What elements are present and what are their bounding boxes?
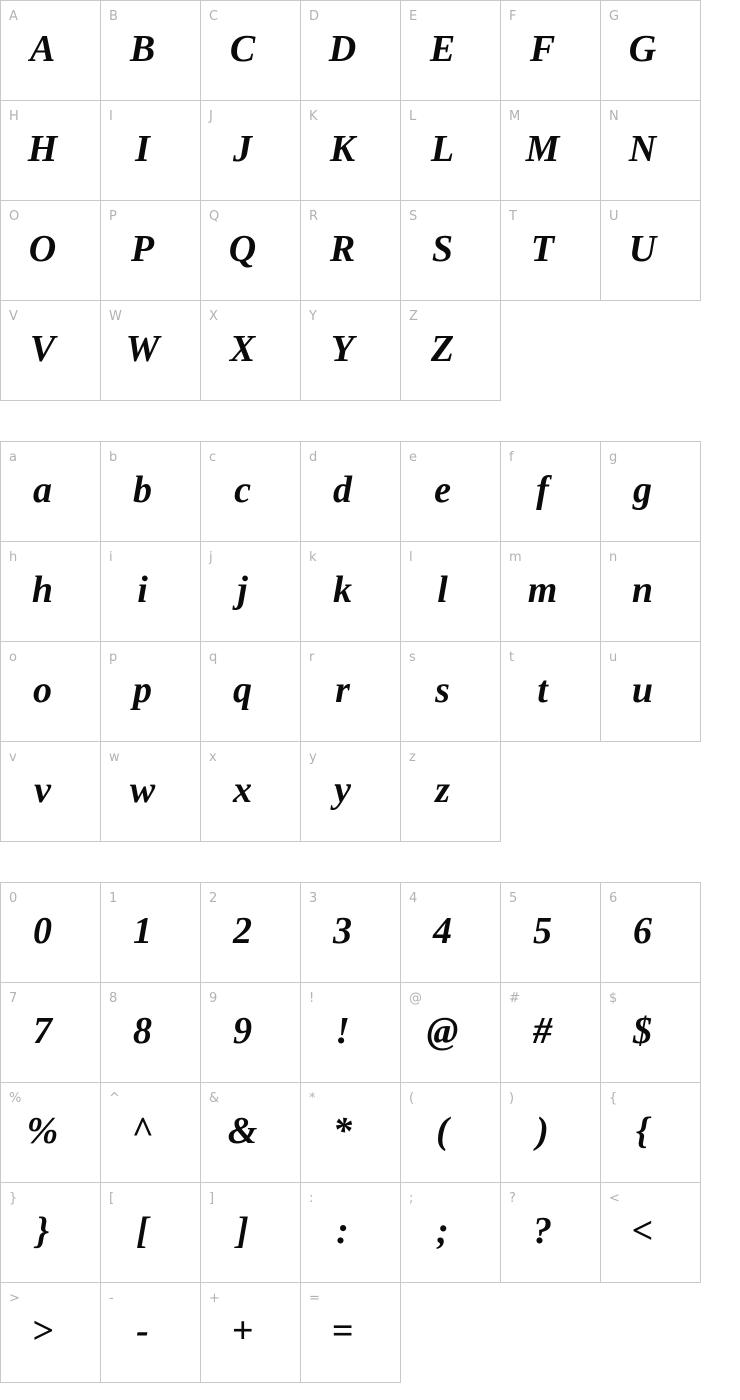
char-corner-label: h: [9, 550, 18, 565]
char-cell: [1, 1183, 101, 1283]
char-corner-label: 0: [9, 891, 18, 906]
char-glyph: Y: [330, 327, 355, 370]
char-corner-label: e: [409, 450, 417, 465]
char-corner-label: C: [209, 9, 219, 24]
char-corner-label: L: [409, 109, 417, 124]
char-corner-label: d: [309, 450, 318, 465]
char-corner-label: !: [309, 991, 315, 1006]
char-glyph: n: [631, 568, 654, 611]
char-corner-label: 8: [109, 991, 118, 1006]
char-corner-label: X: [209, 309, 218, 324]
char-cell: [1, 983, 101, 1083]
char-corner-label: I: [109, 109, 113, 124]
char-glyph: S: [431, 227, 454, 270]
char-cell: [101, 1183, 201, 1283]
char-corner-label: 1: [109, 891, 118, 906]
char-glyph: H: [27, 127, 58, 170]
char-cell: [1, 1083, 101, 1183]
char-corner-label: &: [209, 1091, 220, 1106]
char-cell: [601, 883, 701, 983]
char-cell: [201, 1, 301, 101]
char-cell: [301, 201, 401, 301]
char-glyph: A: [29, 27, 56, 70]
char-cell: [101, 642, 201, 742]
char-cell: [601, 1183, 701, 1283]
char-corner-label: Z: [409, 309, 418, 324]
char-cell: [201, 883, 301, 983]
char-corner-label: u: [609, 650, 618, 665]
char-cell: [201, 642, 301, 742]
char-glyph: }: [35, 1209, 50, 1252]
char-cell: [401, 101, 501, 201]
char-glyph: T: [530, 227, 555, 270]
char-glyph: @: [426, 1009, 459, 1052]
char-glyph: V: [29, 327, 56, 370]
char-corner-label: R: [309, 209, 319, 224]
char-cell: [201, 201, 301, 301]
char-corner-label: O: [9, 209, 20, 224]
char-glyph: p: [133, 668, 152, 711]
char-cell: [401, 642, 501, 742]
char-cell: [1, 301, 101, 401]
char-cell: [301, 642, 401, 742]
char-corner-label: A: [9, 9, 18, 24]
char-corner-label: l: [409, 550, 413, 565]
char-corner-label: ]: [209, 1191, 215, 1206]
char-glyph: 1: [133, 909, 152, 952]
char-glyph: >: [31, 1309, 54, 1352]
char-cell: [1, 101, 101, 201]
char-cell: [501, 983, 601, 1083]
char-corner-label: %: [9, 1091, 22, 1106]
char-glyph: j: [237, 568, 248, 611]
char-cell: [101, 883, 201, 983]
char-cell: [101, 983, 201, 1083]
char-corner-label: o: [9, 650, 17, 665]
char-corner-label: K: [309, 109, 318, 124]
char-glyph: i: [137, 568, 148, 611]
char-corner-label: }: [9, 1191, 18, 1206]
char-glyph: &: [227, 1109, 258, 1152]
char-corner-label: m: [509, 550, 522, 565]
char-glyph: 4: [433, 909, 452, 952]
char-glyph: [: [136, 1209, 149, 1252]
char-glyph: 7: [33, 1009, 52, 1052]
char-glyph: Q: [228, 227, 257, 270]
char-corner-label: +: [209, 1291, 220, 1306]
char-glyph: O: [28, 227, 57, 270]
char-glyph: R: [329, 227, 356, 270]
char-cell: [201, 442, 301, 542]
char-cell: [501, 642, 601, 742]
char-glyph: F: [529, 27, 556, 70]
char-glyph: D: [328, 27, 357, 70]
char-glyph: q: [233, 668, 252, 711]
char-glyph: 6: [633, 909, 652, 952]
char-cell: [101, 1, 201, 101]
char-cell: [301, 1, 401, 101]
char-corner-label: *: [309, 1091, 316, 1106]
char-cell: [1, 642, 101, 742]
char-cell: [401, 983, 501, 1083]
char-glyph: N: [628, 127, 657, 170]
char-corner-label: H: [9, 109, 19, 124]
char-glyph: {: [635, 1109, 650, 1152]
char-cell: [401, 1, 501, 101]
char-glyph: 0: [33, 909, 52, 952]
char-glyph: :: [336, 1209, 349, 1252]
char-corner-label: D: [309, 9, 320, 24]
char-corner-label: 9: [209, 991, 218, 1006]
char-glyph: h: [31, 568, 54, 611]
char-corner-label: f: [509, 450, 514, 465]
char-cell: [301, 1283, 401, 1383]
char-glyph: B: [129, 27, 156, 70]
char-corner-label: N: [609, 109, 619, 124]
char-glyph: *: [333, 1109, 352, 1152]
char-corner-label: 4: [409, 891, 418, 906]
char-cell: [301, 883, 401, 983]
char-glyph: l: [437, 568, 448, 611]
char-corner-label: :: [309, 1191, 314, 1206]
char-glyph: ]: [236, 1209, 249, 1252]
char-glyph: M: [525, 127, 560, 170]
char-glyph: k: [333, 568, 352, 611]
char-glyph: $: [633, 1009, 652, 1052]
char-glyph: G: [628, 27, 657, 70]
char-cell: [1, 1, 101, 101]
char-cell: [301, 1183, 401, 1283]
char-glyph: I: [135, 127, 150, 170]
char-corner-label: U: [609, 209, 619, 224]
char-cell: [601, 1, 701, 101]
char-glyph: (: [436, 1109, 449, 1152]
char-glyph: y: [334, 768, 351, 811]
char-cell: [1, 742, 101, 842]
char-corner-label: $: [609, 991, 618, 1006]
char-cell: [101, 1083, 201, 1183]
char-glyph: f: [536, 468, 549, 511]
char-glyph: ?: [533, 1209, 552, 1252]
char-glyph: K: [329, 127, 356, 170]
char-glyph: x: [233, 768, 252, 811]
char-glyph: E: [429, 27, 456, 70]
char-cell: [401, 1083, 501, 1183]
char-glyph: -: [136, 1309, 149, 1352]
char-cell: [1, 201, 101, 301]
char-cell: [201, 983, 301, 1083]
char-corner-label: t: [509, 650, 515, 665]
char-glyph: U: [628, 227, 657, 270]
char-corner-label: q: [209, 650, 218, 665]
char-corner-label: #: [509, 991, 520, 1006]
char-cell: [201, 101, 301, 201]
char-corner-label: p: [109, 650, 118, 665]
char-cell: [1, 442, 101, 542]
char-glyph: C: [229, 27, 256, 70]
char-glyph: %: [26, 1109, 59, 1152]
char-cell: [101, 201, 201, 301]
char-cell: [601, 101, 701, 201]
char-corner-label: S: [409, 209, 418, 224]
char-glyph: c: [234, 468, 251, 511]
char-glyph: X: [229, 327, 256, 370]
char-corner-label: 6: [609, 891, 618, 906]
char-cell: [601, 542, 701, 642]
char-cell: [501, 542, 601, 642]
char-glyph: t: [537, 668, 548, 711]
char-table-digits-and-symbols: [0, 882, 701, 1383]
char-corner-label: 7: [9, 991, 18, 1006]
char-cell: [601, 201, 701, 301]
char-cell: [201, 742, 301, 842]
char-cell: [601, 1083, 701, 1183]
char-cell: [101, 301, 201, 401]
char-glyph: e: [434, 468, 451, 511]
char-cell: [201, 1083, 301, 1183]
char-corner-label: G: [609, 9, 620, 24]
char-glyph: P: [130, 227, 155, 270]
char-glyph: 3: [333, 909, 352, 952]
char-cell: [501, 442, 601, 542]
char-corner-label: [: [109, 1191, 115, 1206]
char-corner-label: r: [309, 650, 315, 665]
char-cell: [401, 442, 501, 542]
char-corner-label: -: [109, 1291, 114, 1306]
char-corner-label: B: [109, 9, 118, 24]
char-cell: [101, 542, 201, 642]
char-cell: [501, 883, 601, 983]
char-glyph: z: [435, 768, 450, 811]
char-corner-label: j: [209, 550, 213, 565]
char-table-uppercase-letters: [0, 0, 701, 401]
char-corner-label: a: [9, 450, 17, 465]
char-corner-label: 2: [209, 891, 218, 906]
char-glyph: +: [231, 1309, 254, 1352]
char-cell: [101, 101, 201, 201]
char-glyph: a: [33, 468, 52, 511]
char-corner-label: @: [409, 991, 422, 1006]
char-cell: [501, 1, 601, 101]
char-cell: [401, 301, 501, 401]
char-cell: [401, 742, 501, 842]
char-cell: [301, 742, 401, 842]
char-glyph: s: [435, 668, 450, 711]
char-corner-label: ?: [509, 1191, 516, 1206]
char-cell: [201, 1283, 301, 1383]
char-glyph: b: [133, 468, 152, 511]
char-cell: [1, 1283, 101, 1383]
char-glyph: Z: [430, 327, 455, 370]
char-glyph: ^: [131, 1109, 154, 1152]
char-cell: [301, 1083, 401, 1183]
char-corner-label: 3: [309, 891, 318, 906]
char-corner-label: ^: [109, 1091, 120, 1106]
char-glyph: 8: [133, 1009, 152, 1052]
char-cell: [101, 1283, 201, 1383]
char-glyph: #: [533, 1009, 552, 1052]
char-glyph: d: [333, 468, 352, 511]
char-glyph: !: [335, 1009, 350, 1052]
char-cell: [501, 201, 601, 301]
char-corner-label: F: [509, 9, 517, 24]
char-glyph: w: [129, 768, 156, 811]
char-glyph: v: [34, 768, 51, 811]
char-cell: [201, 1183, 301, 1283]
char-glyph: W: [125, 327, 160, 370]
char-corner-label: {: [609, 1091, 618, 1106]
char-corner-label: 5: [509, 891, 518, 906]
char-cell: [101, 442, 201, 542]
char-glyph: ): [536, 1109, 549, 1152]
char-cell: [401, 883, 501, 983]
char-corner-label: z: [409, 750, 416, 765]
char-corner-label: v: [9, 750, 17, 765]
char-cell: [401, 542, 501, 642]
char-glyph: <: [631, 1209, 654, 1252]
char-corner-label: Q: [209, 209, 220, 224]
char-glyph: =: [331, 1309, 354, 1352]
char-cell: [301, 442, 401, 542]
char-corner-label: y: [309, 750, 317, 765]
char-corner-label: T: [509, 209, 517, 224]
char-corner-label: P: [109, 209, 117, 224]
char-glyph: 9: [233, 1009, 252, 1052]
char-cell: [501, 1183, 601, 1283]
char-corner-label: w: [109, 750, 120, 765]
char-cell: [501, 1083, 601, 1183]
char-glyph: o: [33, 668, 52, 711]
char-corner-label: (: [409, 1091, 415, 1106]
char-corner-label: k: [309, 550, 317, 565]
char-cell: [401, 1183, 501, 1283]
char-glyph: J: [233, 127, 252, 170]
char-corner-label: M: [509, 109, 521, 124]
char-cell: [601, 642, 701, 742]
char-corner-label: b: [109, 450, 118, 465]
char-table-lowercase-letters: [0, 441, 701, 842]
char-corner-label: >: [9, 1291, 20, 1306]
char-cell: [401, 201, 501, 301]
char-glyph: ;: [436, 1209, 449, 1252]
char-cell: [101, 742, 201, 842]
char-corner-label: ;: [409, 1191, 414, 1206]
char-corner-label: V: [9, 309, 18, 324]
char-corner-label: <: [609, 1191, 620, 1206]
char-corner-label: Y: [309, 309, 317, 324]
char-cell: [601, 983, 701, 1083]
char-corner-label: s: [409, 650, 416, 665]
char-glyph: m: [527, 568, 558, 611]
char-cell: [201, 301, 301, 401]
char-corner-label: g: [609, 450, 618, 465]
char-cell: [301, 542, 401, 642]
char-glyph: 2: [233, 909, 252, 952]
char-cell: [201, 542, 301, 642]
char-corner-label: E: [409, 9, 418, 24]
char-corner-label: i: [109, 550, 113, 565]
char-glyph: 5: [533, 909, 552, 952]
char-glyph: u: [631, 668, 654, 711]
char-corner-label: =: [309, 1291, 320, 1306]
char-glyph: L: [430, 127, 455, 170]
char-corner-label: J: [209, 109, 213, 124]
char-corner-label: W: [109, 309, 122, 324]
char-glyph: r: [335, 668, 350, 711]
char-corner-label: c: [209, 450, 217, 465]
char-corner-label: n: [609, 550, 618, 565]
char-glyph: g: [633, 468, 652, 511]
char-corner-label: ): [509, 1091, 515, 1106]
char-cell: [1, 883, 101, 983]
char-cell: [301, 301, 401, 401]
char-cell: [501, 101, 601, 201]
char-corner-label: x: [209, 750, 217, 765]
char-cell: [301, 983, 401, 1083]
char-cell: [601, 442, 701, 542]
char-cell: [1, 542, 101, 642]
char-cell: [301, 101, 401, 201]
